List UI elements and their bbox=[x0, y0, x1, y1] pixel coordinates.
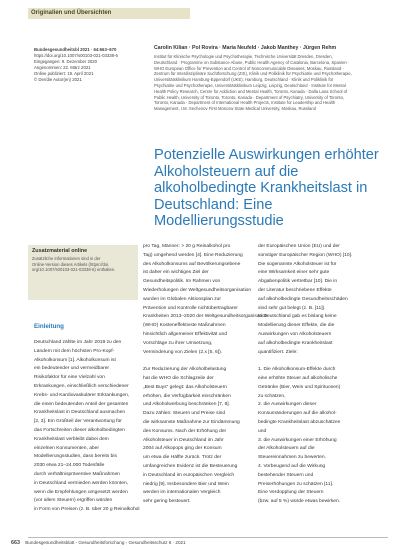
affiliation-line: Management, I.M. Sechenov First Moscow State Medical University, Moskau, Russland bbox=[154, 106, 316, 112]
body-text-line: (WHO) Kosteneffektivste Maßnahmen bbox=[143, 323, 226, 329]
body-text-line: erhöhen, die Verfügbarkeit einschränken bbox=[143, 393, 231, 399]
body-text-line: der Literatur beschriebene Effekte bbox=[258, 287, 332, 293]
affiliation-line: Psychiatrie und Psychotherapie, Universitätsklinikum Leipzig, Leipzig, Deutschland · Institute for Mental bbox=[154, 82, 346, 88]
body-text-line: in Form von Preisen (z. B. über 20 g Reinalkohol bbox=[34, 507, 140, 513]
body-text-line: ein bedeutender und vermeidbarer bbox=[34, 366, 110, 372]
body-text-line: Erkrankungen, einschließlich verschiedener bbox=[34, 383, 129, 389]
page-number: 663 bbox=[11, 540, 20, 546]
affiliation-line: Health Policy Research, Centre for Addiction and Mental Health, Toronto, Kanada · Dalla Lana School of bbox=[154, 88, 348, 94]
author-list: Carolin Kilian · Pol Rovira · Maria Neufeld · Jakob Manthey · Jürgen Rehm bbox=[154, 45, 337, 51]
body-text-line: Vorschläge zu ihrer Umsetzung, bbox=[143, 340, 213, 346]
body-text-line: und Alkoholwerbung beschränken [7, 8]. bbox=[143, 402, 231, 408]
body-text-line: Verminderung von Zielen (2.x [5, 6]). bbox=[143, 349, 223, 355]
body-text-line: 2030 etwa 21–24.000 Todesfälle bbox=[34, 463, 105, 469]
body-text-line: wurden im Globalen Aktionsplan zur bbox=[143, 296, 222, 302]
body-text-line: umfangreichen Evidenz ist die Besteuerung bbox=[143, 463, 238, 469]
body-text-line: Zur Reduzierung der Alkoholbelastung bbox=[143, 367, 227, 373]
meta-accepted: Angenommen: 22. März 2021 bbox=[34, 65, 91, 71]
body-text-line: in Deutschland im europäischen Vergleich bbox=[143, 472, 235, 478]
supplementary-line: Zusätzliche Informationen sind in der bbox=[32, 256, 101, 261]
body-text-line: bedingte Krankheitslast abzuschätzen bbox=[258, 419, 341, 425]
body-text-line: in Deutschland vermieden werden könnten, bbox=[34, 480, 129, 486]
body-text-line: Alkoholsteuer in Deutschland im Jahr bbox=[143, 437, 224, 443]
body-text-line: Eine Verdopplung der Steuern bbox=[258, 490, 324, 496]
body-text-line: die wirksamste Maßnahme zur Eindämmung bbox=[143, 419, 240, 425]
section-heading-introduction: Einleitung bbox=[34, 323, 64, 330]
body-text-line: ist daher ein wichtiges Ziel der bbox=[143, 270, 209, 276]
article-meta bbox=[34, 47, 144, 84]
body-text-line: Modellierung dieser Effekte, die die bbox=[258, 323, 335, 329]
body-text-line: Modellierungsstudien, dass bereits bis bbox=[34, 454, 117, 460]
section-tag: Originalien und Übersichten bbox=[28, 8, 190, 19]
body-text-line: niedrig [9]. Insbesondere Bier und Wein bbox=[143, 481, 229, 487]
body-text-line: Prävention und Kontrolle nichtübertragbarer bbox=[143, 305, 238, 311]
body-text-line: hinsichtlich allgemeiner Effektivität und bbox=[143, 331, 227, 337]
meta-published: Online publiziert: 19. April 2021 bbox=[34, 71, 94, 77]
affiliation-line: Deutschland · Programme on Substance Abuse, Public Health Agency of Catalonia, Barcelona, Spanien · bbox=[154, 59, 350, 65]
body-text-line: Krankheiten 2013–2020 der Weltgesundheitsorganisation bbox=[143, 314, 268, 320]
body-text-line: hat die WHO die Schlagzeile der bbox=[143, 375, 214, 381]
body-text-line bbox=[258, 357, 383, 366]
meta-received: Eingegangen: 9. Dezember 2020 bbox=[34, 59, 98, 65]
body-text-line: einzelnen Konsumenten, aber bbox=[34, 445, 99, 451]
body-text-line: zu schätzen, bbox=[258, 393, 286, 399]
body-text-line: Krebs- und Kardiovaskulärer Erkrankungen, bbox=[34, 392, 130, 398]
body-text-line: Die sogenannte Alkoholsteuer ist für bbox=[258, 261, 337, 267]
body-text-line: (bzw. auf 5 %) würde etwas bewirken. bbox=[258, 499, 341, 505]
body-text-line: werden im internationalen Vergleich bbox=[143, 490, 221, 496]
body-text-line: 1. Die Alkoholkonsum-Effekte durch bbox=[258, 367, 336, 373]
body-text-line: Getränke (Bier, Wein und Spirituosen) bbox=[258, 384, 341, 390]
body-text-line: In Deutschland gab es bislang keine bbox=[258, 314, 337, 320]
meta-doi-link[interactable]: https://doi.org/10.1007/s00103-021-03338-6 bbox=[34, 53, 118, 59]
body-text-line: 3. die Auswirkungen einer Erhöhung bbox=[258, 437, 337, 443]
body-text-line bbox=[143, 357, 253, 366]
body-text-line: sonstiger Europäischer Region (WHO) [10]. bbox=[258, 252, 353, 258]
body-text-line: sehr gering besteuert. bbox=[143, 499, 191, 505]
footer-journal: Bundesgesundheitsblatt - Gesundheitsforschung - Gesundheitsschutz 6 · 2021 bbox=[25, 540, 186, 545]
body-text-line: Gesundheitspolitik. Im Rahmen von bbox=[143, 279, 221, 285]
body-text-line: Abgabenpolitik vertretbar [10]. Die in bbox=[258, 279, 338, 285]
affiliation-list bbox=[154, 54, 384, 112]
body-column-1 bbox=[34, 339, 138, 515]
affiliation-line: Toronto, Kanada · Department of International Health Projects, Institute for Leadership and Health bbox=[154, 100, 336, 106]
body-text-line: 4. Vorbeugend auf die Wirkung bbox=[258, 463, 326, 469]
body-text-line: pro Tag, Männer: > 20 g Reinalkohol pro bbox=[143, 244, 231, 249]
body-text-line: Krankheitslast verbleibt dabei dem bbox=[34, 436, 109, 442]
body-text-line: bestehender Steuern und bbox=[258, 472, 314, 478]
supplementary-line: org/10.1007/s00103-021-03338-6) enthalten. bbox=[32, 267, 116, 273]
body-text-line: eine Wirksamkeit einer sehr gute bbox=[258, 270, 330, 276]
body-text-line: Krankheitslast in Deutschland ausmachen bbox=[34, 410, 126, 416]
affiliation-line: WHO European Office for Prevention and Control of Noncommunicable Diseases, Moskau, Russland · bbox=[154, 65, 344, 71]
body-text-line: Risikofaktor für eine Vielzahl von bbox=[34, 375, 105, 381]
supplementary-line: Online-Version dieses Artikels (https://doi. bbox=[32, 261, 110, 267]
body-column-2 bbox=[143, 243, 268, 507]
body-text-line: 2004 auf Alkopops ging der Konsum bbox=[143, 446, 222, 452]
divider bbox=[28, 238, 400, 239]
body-text-line: [2, 3]. Ein Großteil der Verantwortung für bbox=[34, 419, 122, 425]
body-text-line: das Fortschreiten dieser alkoholbedingten bbox=[34, 427, 125, 433]
meta-copyright: © Der/die Autor(en) 2021 bbox=[34, 77, 82, 83]
body-text-line: 2. die Auswirkungen dieser bbox=[258, 402, 317, 408]
body-text-line: Ländern mit dem höchsten Pro-Kopf- bbox=[34, 348, 115, 354]
affiliation-line: Zentrum für Interdisziplinäre Suchtforschung (ZIS), Klinik und Poliklinik für Psychiatrie und Psychotherapie, bbox=[154, 71, 352, 77]
body-text-line: wenn die Empfehlungen umgesetzt werden bbox=[34, 489, 128, 495]
footer-divider bbox=[28, 537, 388, 538]
body-text-line: Deutschland zählte im Jahr 2019 zu den bbox=[34, 340, 122, 345]
body-text-line: Preiserhöhungen zu schätzen [11]. bbox=[258, 481, 334, 487]
body-text-line: die einen bedeutenden Anteil der gesamten bbox=[34, 401, 129, 407]
body-text-line: Tag) umgehend werden [4]. Eine Reduzierung bbox=[143, 252, 243, 258]
body-text-line: des Alkoholkonsums auf Bevölkerungsebene bbox=[143, 261, 241, 267]
body-text-line: Dazu zählen: Steuern und Preise sind bbox=[143, 411, 226, 417]
article-title: Potenzielle Auswirkungen erhöhter Alkoholsteuern auf die alkoholbedingte Krankheitslast in Deutschland: Eine Modellierungsstudie bbox=[154, 147, 379, 229]
supplementary-title: Zusatzmaterial online bbox=[32, 248, 88, 254]
meta-citation: Bundesgesundheitsbl 2021 · 64:663–670 bbox=[34, 47, 117, 52]
body-text-line: „Best Buys“ gelegt: das Alkoholsteuern bbox=[143, 384, 228, 390]
body-text-line: quantifiziert. Ziele: bbox=[258, 349, 298, 355]
affiliation-line: Institut für Klinische Psychologie und Psychotherapie, Technische Universität Dresden, Dresden, bbox=[154, 54, 333, 59]
body-text-line: und bbox=[258, 428, 267, 434]
body-text-line: durch verhältnispräventive Maßnahmen bbox=[34, 471, 120, 477]
body-text-line: sind sehr gut belegt (z. B. [11]). bbox=[258, 305, 326, 311]
body-text-line: auf alkoholbedingte Krankheitslast bbox=[258, 340, 333, 346]
body-column-3 bbox=[258, 243, 383, 507]
affiliation-line: Universitätsklinikum Hamburg-Eppendorf (UKE), Hamburg, Deutschland · Klinik und Poliklinik für bbox=[154, 77, 334, 83]
body-text-line: eine erhöhte Steuer auf alkoholische bbox=[258, 375, 338, 381]
body-text-line: Alkoholkonsum [1]. Alkoholkonsum ist bbox=[34, 357, 116, 363]
body-text-line: Konsumänderungen auf die alkohol- bbox=[258, 411, 337, 417]
body-text-line: Steuereinnahmen zu bewerten. bbox=[258, 455, 326, 461]
body-text-line: der Europäischen Union (EU) und der bbox=[258, 244, 340, 249]
author-block bbox=[154, 45, 384, 112]
supplementary-text[interactable] bbox=[32, 256, 134, 273]
body-text-line: Wiederholungen der Weltgesundheitsorganisation bbox=[143, 287, 252, 293]
body-text-line: um etwa die Hälfte zurück. Trotz der bbox=[143, 455, 222, 461]
supplementary-box bbox=[28, 245, 138, 300]
body-text-line: (vor allem Steuern) ergriffen würden bbox=[34, 498, 113, 504]
body-text-line: der Alkoholsteuern auf die bbox=[258, 446, 315, 452]
body-text-line: des Konsums. Nach der Erhöhung der bbox=[143, 428, 227, 434]
body-text-line: auf alkoholbedingte Gesundheitsschäden bbox=[258, 296, 348, 302]
affiliation-line: Public Health, University of Toronto, Toronto, Kanada · Department of Psychiatry, University of Toronto, bbox=[154, 94, 345, 100]
page-footer bbox=[11, 540, 186, 546]
body-text-line: Auswirkungen von Alkoholsteuern bbox=[258, 331, 332, 337]
